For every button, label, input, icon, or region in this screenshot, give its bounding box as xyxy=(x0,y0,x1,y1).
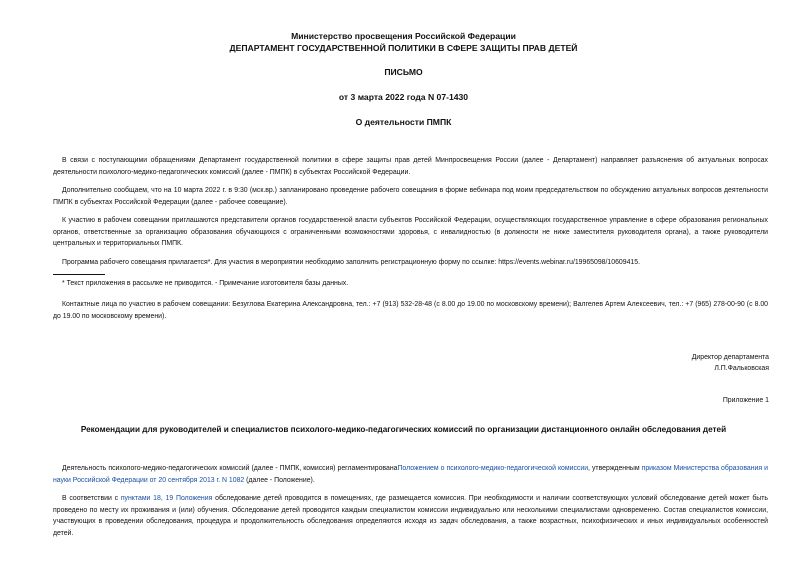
regulation-points-link[interactable]: пунктами 18, 19 Положения xyxy=(120,495,213,502)
doc-subject: О деятельности ПМПК xyxy=(355,117,452,127)
body-paragraph-1: В связи с поступающими обращениями Департамент государственной политики в сфере защиты прав детей Минпросвещения России (далее - Департамент) направляет разъяснения об актуальных вопросах деятельности психолого-медико-педагогических комиссий (далее - ПМПК) в субъектах Российской Федерации. xyxy=(53,157,768,176)
appendix-label: Приложение 1 xyxy=(722,397,769,404)
order-link[interactable]: приказом Министерства образования и науки Российской Федерации от 20 сентября 2013 г. N 1082 xyxy=(53,465,768,484)
contacts-paragraph: Контактные лица по участию в рабочем совещании: Безуглова Екатерина Александровна, тел.: +7 (913) 532-28-48 (с 8.00 до 19.00 по московскому времени); Валгелев Артем Алексеевич, тел.: +7 (965) 278-00-90 (с 8.00 до 19.00 по московскому времени). xyxy=(53,301,768,320)
doc-date-number: от 3 марта 2022 года N 07-1430 xyxy=(338,92,469,102)
doc-type: ПИСЬМО xyxy=(384,67,423,77)
ministry-heading: Министерство просвещения Российской Федерации xyxy=(291,31,516,41)
footnote-divider xyxy=(53,274,105,275)
signature-name: Л.П.Фальковская xyxy=(714,365,769,372)
body-paragraph-4: Программа рабочего совещания прилагается*. Для участия в мероприятии необходимо заполнить регистрационную форму по ссылке: https://events.webinar.ru/19965098/10609415. xyxy=(62,259,640,266)
signature-position: Директор департамента xyxy=(691,354,769,361)
body-paragraph-3: К участию в рабочем совещании приглашаются представители органов государственной власти субъектов Российской Федерации, осуществляющих государственное управление в сфере образования региональных органов, ответственные за организацию образования обучающихся с ограниченными возможностями здоровья, с инвалидностью (в должности не ниже заместителя руководителя органа), а также руководители центральных и территориальных ПМПК. xyxy=(53,217,768,247)
appendix-title: Рекомендации для руководителей и специалистов психолого-медико-педагогических комиссий по организации дистанционного онлайн обследования детей xyxy=(80,425,727,434)
appendix-paragraph-1: Деятельность психолого-медико-педагогических комиссий (далее - ПМПК, комиссия) регламентированаПоложением о психолого-медико-педагогической комиссии, утвержденным приказом Министерства образования и науки Российской Федерации от 20 сентября 2013 г. N 1082 (далее - Положение). xyxy=(53,465,768,484)
footnote: * Текст приложения в рассылке не приводится. - Примечание изготовителя базы данных. xyxy=(62,280,349,287)
department-heading: ДЕПАРТАМЕНТ ГОСУДАРСТВЕННОЙ ПОЛИТИКИ В СФЕРЕ ЗАЩИТЫ ПРАВ ДЕТЕЙ xyxy=(229,43,578,53)
regulation-link[interactable]: Положением о психолого-медико-педагогической комиссии xyxy=(397,465,589,472)
appendix-paragraph-2: В соответствии с пунктами 18, 19 Положения обследование детей проводится в помещениях, где размещается комиссия. При необходимости и наличии соответствующих условий обследование детей может быть проведено по месту их проживания и (или) обучения. Обследование детей проводится каждым специалистом комиссии индивидуально или несколькими специалистами одновременно. Состав специалистов комиссии, участвующих в проведении обследования, процедура и продолжительность обследования определяются исходя из задач обследования, а также возрастных, психофизических и иных индивидуальных особенностей детей. xyxy=(53,495,769,537)
body-paragraph-2: Дополнительно сообщаем, что на 10 марта 2022 г. в 9:30 (мск.вр.) запланировано проведение рабочего совещания в форме вебинара под моим председательством по обсуждению актуальных вопросов деятельности ПМПК в субъектах Российской Федерации (далее - рабочее совещание). xyxy=(53,187,768,206)
